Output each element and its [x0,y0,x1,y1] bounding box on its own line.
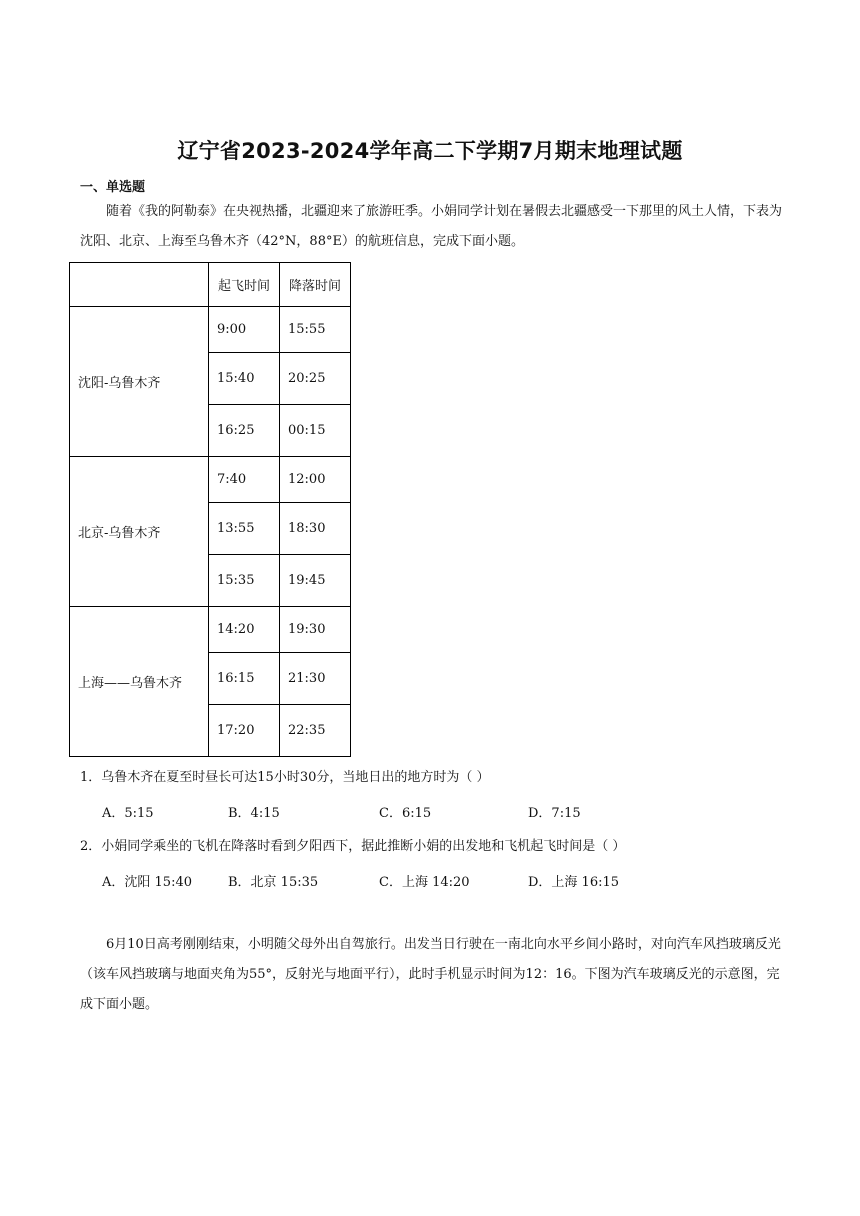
arrive-cell: 12:00 [280,457,351,503]
arrive-cell: 00:15 [280,405,351,457]
intro-text: 随着《我的阿勒泰》在央视热播，北疆迎来了旅游旺季。小娟同学计划在暑假去北疆感受一下那里的风土人情，下表为沈阳、北京、上海至乌鲁木齐（42°N，88°E）的航班信息，完成下面小题。 [80,204,783,249]
arrive-cell: 20:25 [280,353,351,405]
option-d: D．上海 16:15 [528,875,620,890]
question-number: 1． [80,770,102,785]
arrive-cell: 19:30 [280,607,351,653]
arrive-cell: 18:30 [280,503,351,555]
context-text: 6月10日高考刚刚结束，小明随父母外出自驾旅行。出发当日行驶在一南北向水平乡间小路时，对向汽车风挡玻璃反光（该车风挡玻璃与地面夹角为55°，反射光与地面平行），此时手机显示时间为12：16。下图为汽车玻璃反光的示意图，完成下面小题。 [80,937,781,1012]
table-header-row [70,263,351,307]
question-text: 小娟同学乘坐的飞机在降落时看到夕阳西下，据此推断小娟的出发地和飞机起飞时间是（ ） [101,839,626,854]
depart-cell: 13:55 [209,503,280,555]
depart-cell: 16:25 [209,405,280,457]
context-paragraph [80,930,785,1020]
table-row [70,307,351,353]
option-c: C．6:15 [379,806,432,821]
route-cell: 沈阳-乌鲁木齐 [70,307,209,457]
option-a: A．沈阳 15:40 [102,875,192,890]
depart-cell: 15:40 [209,353,280,405]
question-text: 乌鲁木齐在夏至时昼长可达15小时30分，当地日出的地方时为（ ） [101,770,490,785]
table-row [70,457,351,503]
flight-table [69,262,351,757]
section-heading: 一、单选题 [80,180,146,195]
header-cell-route [70,263,209,307]
route-cell: 上海——乌鲁木齐 [70,607,209,757]
option-a: A．5:15 [102,806,154,821]
question-1 [80,766,490,785]
intro-paragraph [80,197,785,257]
depart-cell: 16:15 [209,653,280,705]
route-cell: 北京-乌鲁木齐 [70,457,209,607]
arrive-cell: 22:35 [280,705,351,757]
depart-cell: 15:35 [209,555,280,607]
option-d: D．7:15 [528,806,581,821]
depart-cell: 14:20 [209,607,280,653]
table-row [70,607,351,653]
depart-cell: 17:20 [209,705,280,757]
arrive-cell: 15:55 [280,307,351,353]
question-number: 2． [80,839,102,854]
question-2 [80,835,625,854]
option-b: B．北京 15:35 [228,875,319,890]
arrive-cell: 21:30 [280,653,351,705]
page-title: 辽宁省2023-2024学年高二下学期7月期末地理试题 [177,139,683,163]
arrive-cell: 19:45 [280,555,351,607]
depart-cell: 9:00 [209,307,280,353]
option-c: C．上海 14:20 [379,875,470,890]
header-cell-arrive: 降落时间 [280,263,351,307]
depart-cell: 7:40 [209,457,280,503]
header-cell-depart: 起飞时间 [209,263,280,307]
option-b: B．4:15 [228,806,280,821]
